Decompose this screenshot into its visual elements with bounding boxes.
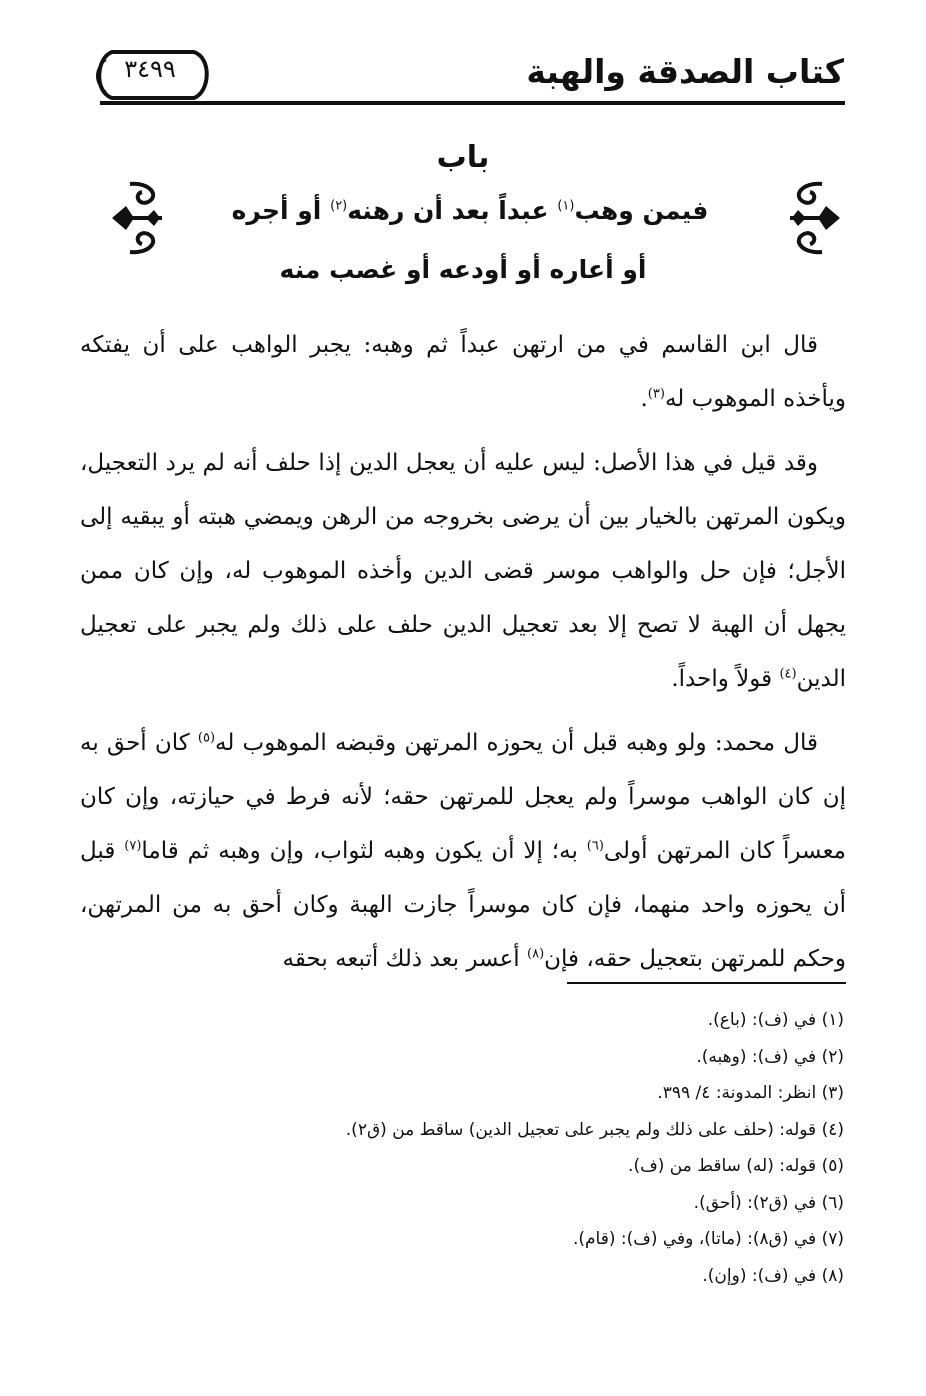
paragraph-text: . (640, 386, 648, 412)
footnote: (٨) في (ف): (وإن). (702, 1265, 844, 1286)
footnote-marker: (١) (557, 198, 575, 214)
footnote-separator (567, 982, 846, 984)
paragraph (80, 436, 846, 706)
main-text (80, 318, 846, 996)
floral-ornament-icon (782, 178, 844, 258)
chapter-title-part: فيمن وهب (574, 196, 709, 225)
footnote-marker: (٢) (330, 198, 348, 214)
footnote-marker: (٤) (779, 666, 797, 682)
paragraph-text: وقد قيل في هذا الأصل: ليس عليه أن يعجل الدين إذا حلف أنه لم يرد التعجيل، ويكون المرتهن بالخيار بين أن يرضى بخروجه من الرهن ويمضي هبته أو يبقيه إلى الأجل؛ فإن حل والواهب موسر قضى الدين وأخذه الموهوب له، وإن كان ممن يجهل أن الهبة لا تصح إلا بعد تعجيل الدين حلف على ذلك ولم يجبر على تعجيل الدين (80, 450, 846, 692)
floral-ornament-icon (108, 178, 170, 258)
footnotes (144, 1002, 844, 1294)
paragraph-text: قولاً واحداً. (671, 666, 780, 692)
paragraph (80, 716, 846, 986)
footnote: (٢) في (ف): (وهبه). (696, 1046, 844, 1067)
footnote-marker: (٥) (197, 730, 216, 746)
footnote-marker: (٣) (647, 386, 665, 402)
paragraph-text: قبل أن يحوزه واحد منهما، فإن كان موسراً جازت الهبة وكان أحق به من المرتهن، وحكم للمرتهن بتعجيل حقه، فإن (80, 838, 846, 972)
chapter-title-line-2: أو أعاره أو أودعه أو غصب منه (279, 255, 647, 284)
header-rule (100, 101, 845, 105)
running-header-title: كتاب الصدقة والهبة (526, 52, 844, 91)
page-number: ٣٤٩٩ (124, 55, 176, 83)
chapter-label: باب (436, 140, 490, 175)
footnote-marker: (٧) (124, 838, 142, 854)
footnote: (١) في (ف): (باع). (707, 1010, 844, 1030)
footnote: (٣) انظر: المدونة: ٤/ ٣٩٩. (657, 1083, 844, 1103)
chapter-title-part: عبداً بعد أن رهنه (347, 196, 549, 225)
footnote: (٥) قوله: (له) ساقط من (ف). (628, 1156, 844, 1176)
chapter-title-line-1 (210, 196, 730, 225)
footnote: (٤) قوله: (حلف على ذلك ولم يجبر على تعجيل الدين) ساقط من (ق٢). (345, 1119, 844, 1140)
paragraph (80, 318, 846, 426)
footnote: (٧) في (ق٨): (ماتا)، وفي (ف): (قام). (572, 1229, 844, 1249)
paragraph-text: كان أحق به إن كان الواهب موسراً ولم يعجل للمرتهن حقه؛ لأنه فرط في حيازته، وإن كان معسراً كان المرتهن أولى (80, 730, 846, 864)
footnote: (٦) في (ق٢): (أحق). (693, 1192, 844, 1213)
footnote-marker: (٦) (586, 838, 604, 854)
paragraph-text: به؛ إلا أن يكون وهبه لثواب، وإن وهبه ثم قاما (141, 838, 587, 864)
chapter-title-part: أو أجره (231, 196, 322, 225)
paragraph-text: قال ابن القاسم في من ارتهن عبداً ثم وهبه: يجبر الواهب على أن يفتكه ويأخذه الموهوب له (80, 332, 846, 412)
paragraph-text: أعسر بعد ذلك أتبعه بحقه (282, 946, 528, 972)
footnote-marker: (٨) (527, 946, 545, 962)
paragraph-text: قال محمد: ولو وهبه قبل أن يحوزه المرتهن وقبضه الموهوب له (215, 730, 819, 756)
